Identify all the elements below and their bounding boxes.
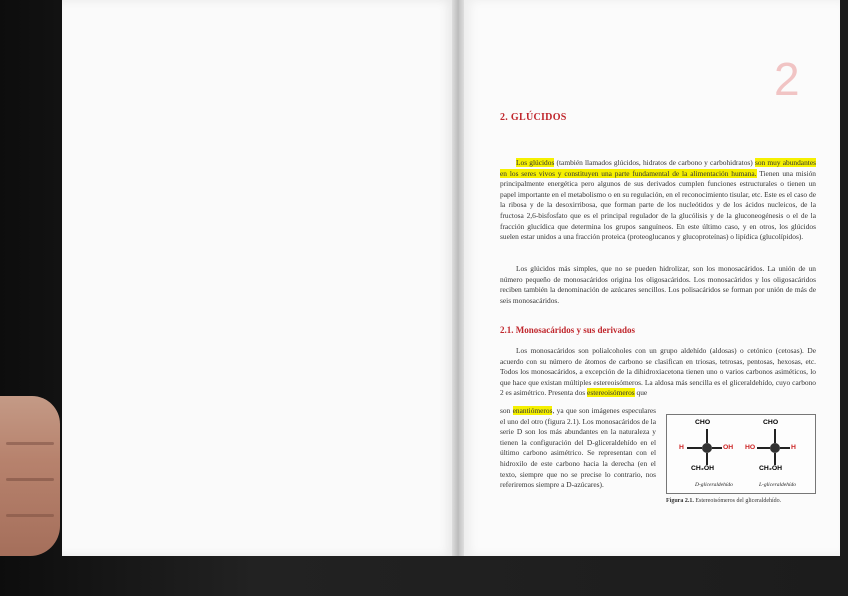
intro-paragraph-1: Los glúcidos (también llamados glúcidos, hidratos de carbono y carbohidratos) son muy abundantes en los seres vivos y constituyen una parte fundamental de la alimentación humana. Tienen una misión principalmente energética pero algunos de sus derivados cumplen funciones estructurales o tienen un papel importante en el metabolismo o en su regulación, en el reconocimiento tisular, etc. Este es el caso de la ribosa y de la desoxirribosa, que forman parte de los nucleótidos y de los ácidos nucleicos, de la fructosa 2,6-bisfosfato que es el principal regulador de la glucólisis y de la gluconeogénesis o el de la fracción glucídica que determina los grupos sanguíneos. En este último caso, y en otros, los glúcidos suelen estar unidos a una fracción proteica (proteoglucanos y glucoproteínas) o lipídica (glucolípidos). [500,158,816,242]
left-page-blank [62,0,454,556]
highlight-sentence: son muy abundantes en los seres vivos y constituyen una parte fundamental de la alimentación humana. [500,158,816,178]
thumb-holding-page [0,396,60,556]
section-paragraph-1: Los monosacáridos son polialcoholes con un grupo aldehído (aldosas) o cetónico (cetosas). De acuerdo con su número de átomos de carbono se clasifican en triosas, tetrosas, pentosas, hexosas, etc. Todos los monosacáridos, a excepción de la dihidroxiacetona tienen uno o varios carbonos asiméticos, lo que hace que existan múltiples estereoisómeros. La aldosa más sencilla es el gliceraldehído, cuyo carbono 2 es asimétrico. Presenta dos estereoisómeros que [500,346,816,398]
highlight-stereoisomers: estereoisómeros [587,388,635,398]
figure-gliceraldehido [666,414,816,494]
section-paragraph-2: son enantiómeros, ya que son imágenes especulares el uno del otro (figura 2.1). Los monosacáridos de la serie D son los más abundantes en la naturaleza y tienen la configuración del D-gliceraldehído en el último carbono asimétrico. Se representan con el hidroxilo de este carbono hacia la derecha (en el texto, siempre que no se precise lo contrario, nos referiremos siempre a D-azúcares). [500,406,657,490]
highlight-term: Los glúcidos [516,158,555,167]
d-glyceraldehyde-molecule: CHO H OH CH₂OH D-gliceraldehído [679,419,734,488]
chiral-center-icon [702,443,712,453]
section-title: 2.1. Monosacáridos y sus derivados [500,325,636,335]
chapter-number: 2 [774,53,800,105]
figure-caption: Figura 2.1. Estereoisómeros del gliceraldehído. [666,498,782,504]
l-glyceraldehyde-molecule: CHO HO H CH₂OH L-gliceraldehído [745,419,796,488]
intro-paragraph-2: Los glúcidos más simples, que no se pueden hidrolizar, son los monosacáridos. La unión de un número pequeño de monosacáridos origina los oligosacáridos. Los monosacáridos y los oligosacáridos reciben también la denominación de azúcares sencillos. Los polisacáridos se forman por unión de más de seis monosacáridos. [500,264,816,305]
highlight-enantiomers: enantiómeros [512,406,553,415]
chapter-title: 2. GLÚCIDOS [500,112,567,123]
chiral-center-icon [770,443,780,453]
